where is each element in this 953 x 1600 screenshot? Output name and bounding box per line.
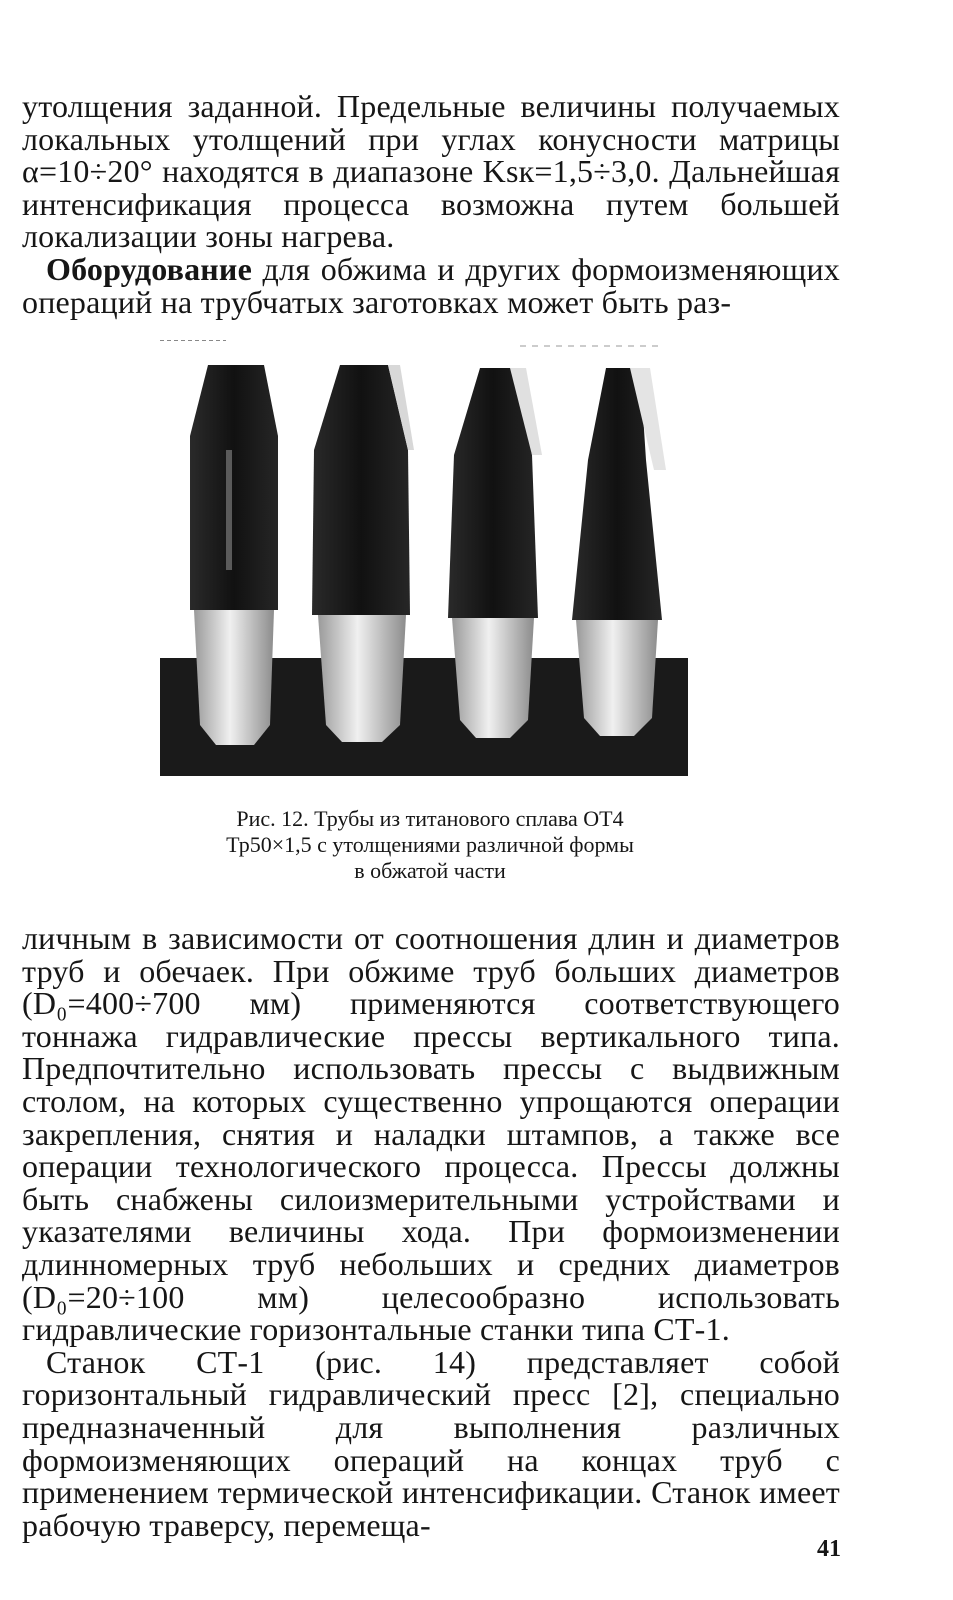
figure-titanium-tubes — [160, 340, 688, 776]
tubes-photo — [160, 340, 688, 776]
bold-term: Оборудование — [46, 250, 252, 287]
paragraph: Станок СТ-1 (рис. 14) представляет собой горизонтальный гидравлический пресс [2], специально предназначенный для выполнения различных формоизменяющих операций на концах труб с применением термической интенсификации. Станок имеет рабочую траверсу, перемеща- — [22, 1343, 840, 1543]
paragraph-equipment — [22, 250, 840, 320]
caption-line-3: в обжатой части — [354, 858, 506, 883]
text-block-top — [22, 90, 840, 318]
figure-caption — [140, 806, 720, 884]
text-block-main — [22, 922, 840, 1541]
paragraph: личным в зависимости от соотношения длин и диаметров труб и обечаек. При обжиме труб больших диаметров (D₀=400÷700 мм) применяются соответствующего тоннажа гидравлические прессы вертикального типа. Предпочтительно использовать прессы с выдвижным столом, на которых существенно упрощаются операции закрепления, снятия и наладки штампов, а также все операции технологического процесса. Прессы должны быть снабжены силоизмерительными устройствами и указателями величины хода. При формоизменении длинномерных труб небольших и средних диаметров (D₀=20÷100 мм) целесообразно использовать гидравлические горизонтальные станки типа СТ-1. — [22, 920, 840, 1348]
caption-line-1: Рис. 12. Трубы из титанового сплава ОТ4 — [236, 806, 624, 831]
tube-1 — [190, 365, 278, 745]
paragraph: утолщения заданной. Предельные величины получаемых локальных утолщений при углах конусности матрицы α=10÷20° находятся в диапазоне Kѕк=1,5÷3,0. Дальнейшая интенсификация процесса возможна путем большей локализации зоны нагрева. — [22, 88, 840, 255]
paragraph-text: для обжима и других формоизменяющих операций на трубчатых заготовках может быть раз- — [22, 250, 840, 320]
tube-2 — [312, 365, 414, 742]
caption-line-2: Тр50×1,5 с утолщениями различной формы — [226, 832, 634, 857]
page-number: 41 — [817, 1536, 841, 1562]
